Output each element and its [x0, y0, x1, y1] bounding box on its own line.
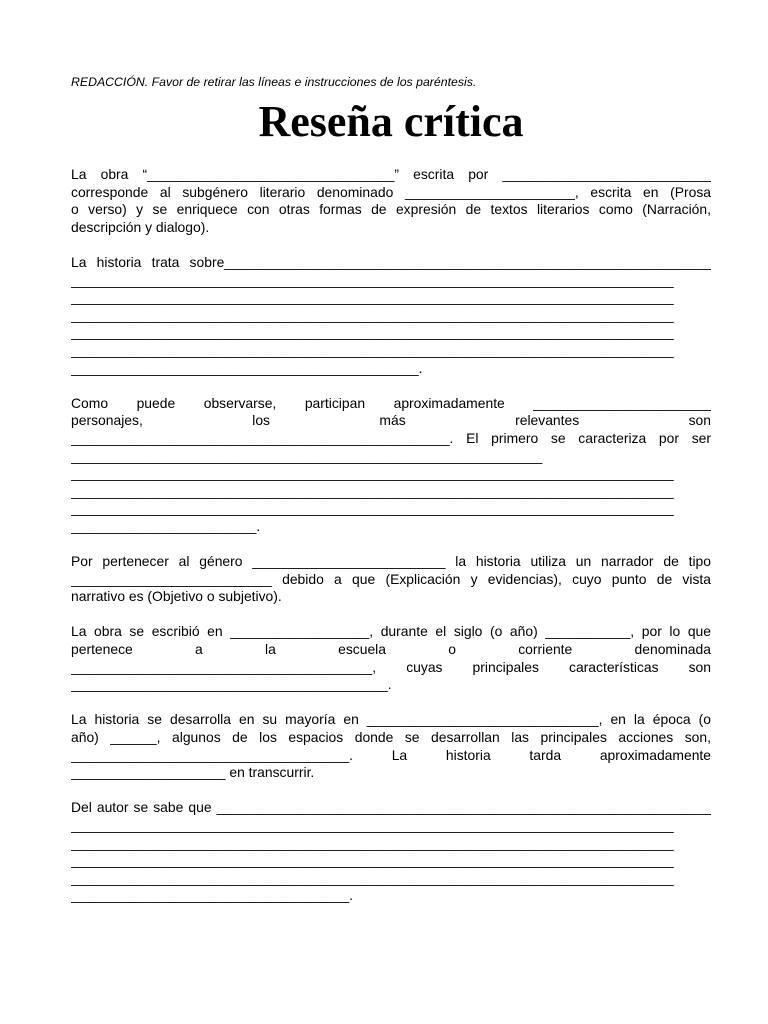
- text-line: o verso) y se enriquece con otras formas de expresión de textos literarios como (Narración,: [71, 201, 711, 218]
- text-line: ____________________ en transcurrir.: [71, 764, 315, 781]
- paragraph-5: [71, 623, 711, 693]
- text-line: ______________________________________________________________________________: [71, 482, 674, 499]
- text-line: ________________________.: [71, 517, 261, 534]
- text-line: ______________________________________________________________________________: [71, 500, 674, 517]
- document-body: [71, 148, 711, 905]
- paragraph-4: [71, 553, 711, 606]
- paragraph-gap: [71, 694, 711, 712]
- document-title: Reseña crítica: [258, 97, 524, 146]
- paragraph-gap: [71, 535, 711, 553]
- text-line: ______________________________________________________________________________: [71, 869, 674, 886]
- text-line: ____________________________________.: [71, 887, 353, 904]
- text-line: ______________________________________________________________________________: [71, 816, 674, 833]
- paragraph-7: [71, 799, 711, 905]
- text-line: narrativo es (Objetivo o subjetivo).: [71, 588, 282, 605]
- text-line: Por pertenecer al género _________________________ la historia utiliza un narrador de tipo: [71, 553, 711, 570]
- paragraph-gap: [71, 782, 711, 800]
- text-line: _____________________________________________________________: [71, 447, 543, 464]
- paragraph-1: [71, 166, 711, 236]
- paragraph-gap: [71, 236, 711, 254]
- text-line: ______________________________________________________________________________: [71, 852, 674, 869]
- text-line: ______________________________________________________________________________: [71, 341, 674, 358]
- text-line: pertenece a la escuela o corriente denominada: [71, 641, 711, 658]
- text-line: año) ______, algunos de los espacios donde se desarrollan las principales acciones son,: [71, 729, 711, 745]
- paragraph-6: [71, 711, 711, 781]
- title-spacing: [71, 148, 711, 166]
- text-line: ______________________________________________________________________________: [71, 271, 674, 288]
- text-line: ______________________________________________________________________________: [71, 324, 674, 341]
- paragraph-2: [71, 254, 711, 377]
- text-line: ______________________________________________________________________________: [71, 289, 674, 306]
- text-line: _______________________________________, cuyas principales características son: [71, 658, 711, 675]
- text-line: ____________________________________. La historia tarda aproximadamente: [71, 746, 711, 763]
- paragraph-gap: [71, 377, 711, 395]
- text-line: _________________________________________________. El primero se caracteriza por ser: [71, 429, 711, 446]
- text-line: __________________________ debido a que (Explicación y evidencias), cuyo punto de vista: [71, 570, 711, 587]
- text-line: La historia trata sobre_______________________________________________________________: [71, 253, 711, 270]
- paragraph-3: [71, 395, 711, 536]
- text-line: Como puede observarse, participan aproximadamente _______________________: [71, 394, 711, 411]
- text-line: La obra “________________________________” escrita por ___________________________: [71, 166, 711, 182]
- text-line: Del autor se sabe que ________________________________________________________________: [71, 799, 711, 816]
- text-line: ______________________________________________________________________________: [71, 306, 674, 323]
- instruction-note: REDACCIÓN. Favor de retirar las líneas e instrucciones de los paréntesis.: [71, 75, 477, 89]
- text-line: _________________________________________.: [71, 676, 392, 693]
- text-line: descripción y dialogo).: [71, 218, 210, 235]
- text-line: ______________________________________________________________________________: [71, 465, 674, 482]
- text-line: ______________________________________________________________________________: [71, 834, 674, 851]
- text-line: corresponde al subgénero literario denominado ______________________, escrita en (Prosa: [71, 183, 711, 200]
- text-line: _____________________________________________.: [71, 359, 423, 376]
- text-line: La obra se escribió en __________________, durante el siglo (o año) ___________, por lo que: [71, 623, 711, 640]
- text-line: La historia se desarrolla en su mayoría en ______________________________, en la época (o: [71, 711, 711, 728]
- text-line: personajes, los más relevantes son: [71, 412, 711, 429]
- paragraph-gap: [71, 606, 711, 624]
